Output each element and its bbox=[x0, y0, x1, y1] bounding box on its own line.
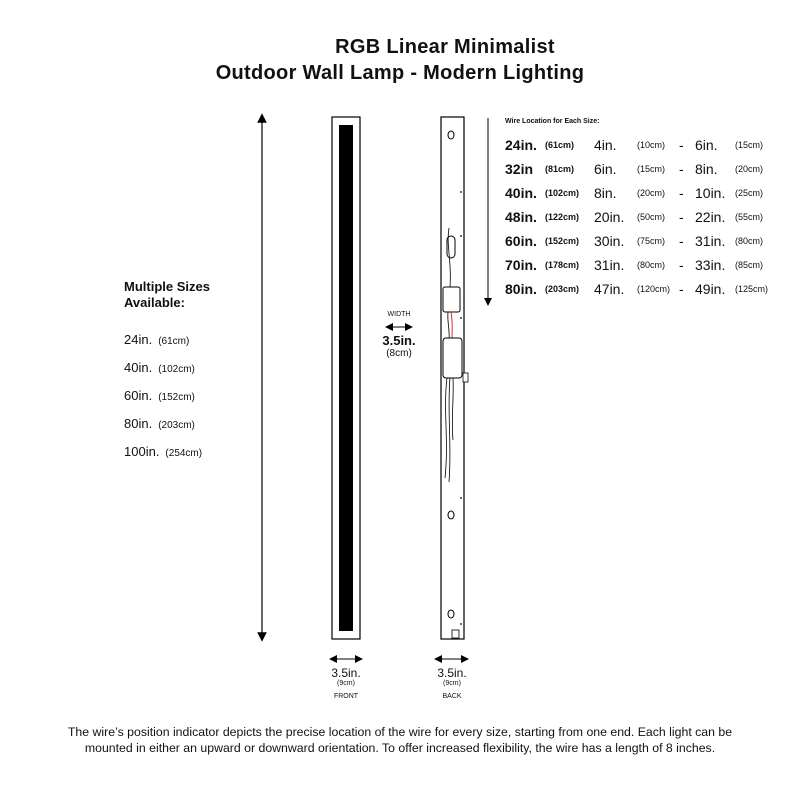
size-item: 40in. (102cm) bbox=[124, 360, 195, 375]
back-width-value: 3.5in. bbox=[437, 666, 467, 680]
title-line-2: Outdoor Wall Lamp - Modern Lighting bbox=[215, 62, 585, 84]
size-item: 60in. (152cm) bbox=[124, 388, 195, 403]
size-item: 100in. (254cm) bbox=[124, 444, 203, 459]
front-lamp-strip bbox=[339, 125, 353, 631]
sizes-heading: Multiple Sizes Available: bbox=[124, 279, 210, 310]
back-width-cm: (9cm) bbox=[443, 680, 461, 687]
width-cm: (8cm) bbox=[386, 348, 412, 359]
wire-caption: The wire’s position indicator depicts the precise location of the wire for every size, starting from one end. Each light can be mounted in either an upward or downward orientation. To offer increased flexibility, the wire has a length of 8 inches. bbox=[67, 725, 733, 755]
front-label: FRONT bbox=[333, 693, 359, 700]
front-width-cm: (9cm) bbox=[337, 680, 355, 687]
size-item: 80in. (203cm) bbox=[124, 416, 195, 431]
size-item: 24in. (61cm) bbox=[124, 332, 190, 347]
width-caption: WIDTH bbox=[387, 311, 411, 318]
back-lamp bbox=[441, 117, 468, 639]
front-width-value: 3.5in. bbox=[331, 666, 361, 680]
width-value: 3.5in. bbox=[382, 333, 416, 348]
back-label: BACK bbox=[442, 693, 462, 700]
title-line-1: RGB Linear Minimalist bbox=[335, 36, 555, 58]
wire-location-heading: Wire Location for Each Size: bbox=[505, 118, 600, 125]
